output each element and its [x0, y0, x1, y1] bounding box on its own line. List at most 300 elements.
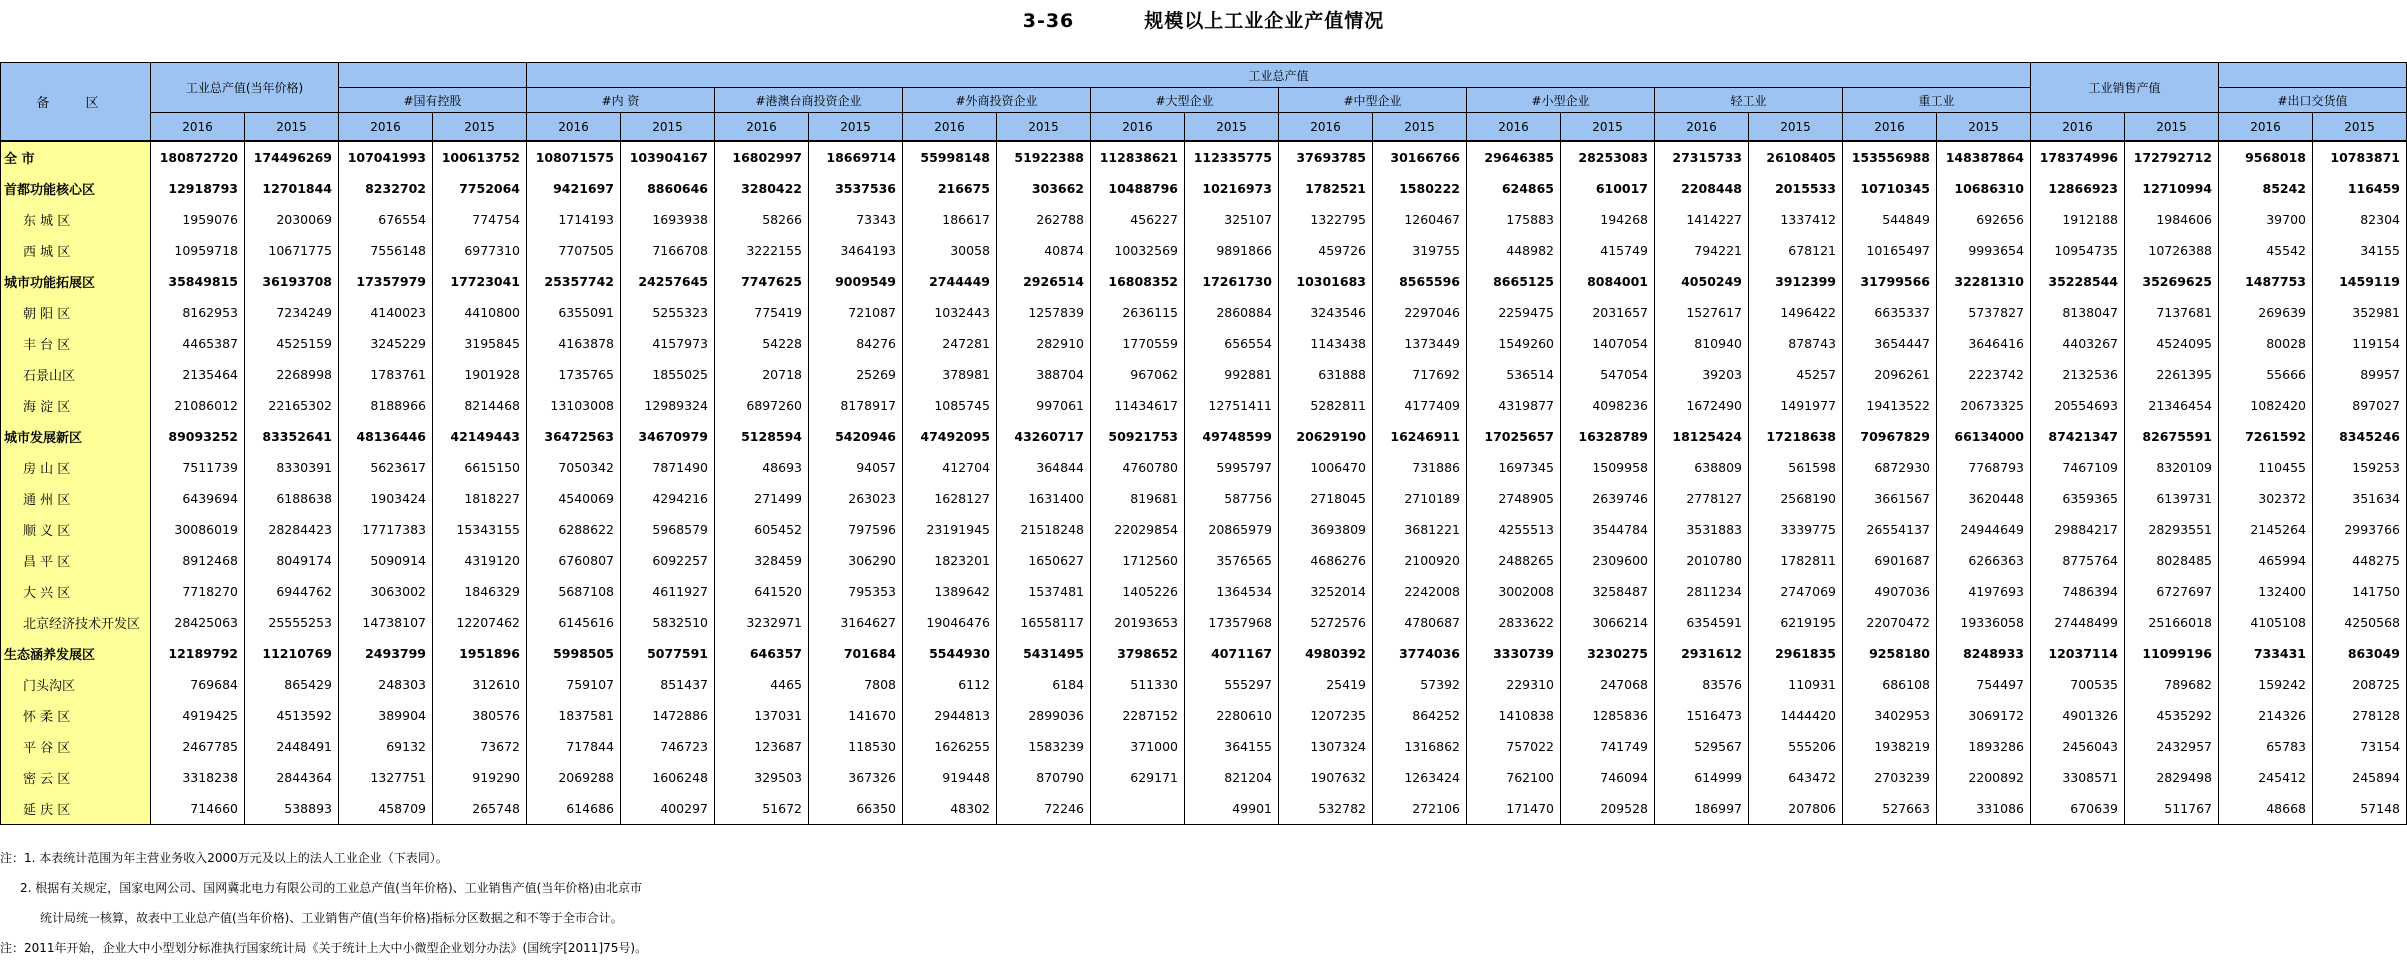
value-cell: 1846329	[433, 576, 527, 607]
value-cell: 2944813	[903, 700, 997, 731]
value-cell: 331086	[1937, 793, 2031, 825]
value-cell: 66134000	[1937, 421, 2031, 452]
value-cell: 5282811	[1279, 390, 1373, 421]
value-cell: 6359365	[2031, 483, 2125, 514]
value-cell: 1327751	[339, 762, 433, 793]
value-cell: 733431	[2219, 638, 2313, 669]
value-cell: 1714193	[527, 204, 621, 235]
value-cell: 6145616	[527, 607, 621, 638]
value-cell: 4177409	[1373, 390, 1467, 421]
value-cell: 1583239	[997, 731, 1091, 762]
value-cell: 4197693	[1937, 576, 2031, 607]
value-cell: 997061	[997, 390, 1091, 421]
value-cell: 4907036	[1843, 576, 1937, 607]
value-cell: 29884217	[2031, 514, 2125, 545]
value-cell: 789682	[2125, 669, 2219, 700]
value-cell: 3069172	[1937, 700, 2031, 731]
value-cell: 110455	[2219, 452, 2313, 483]
value-cell: 762100	[1467, 762, 1561, 793]
value-cell: 7556148	[339, 235, 433, 266]
year-header: 2015	[1749, 113, 1843, 142]
value-cell: 4524095	[2125, 328, 2219, 359]
region-name-cell: 大 兴 区	[1, 576, 151, 607]
value-cell: 1837581	[527, 700, 621, 731]
value-cell: 3774036	[1373, 638, 1467, 669]
value-cell: 555206	[1749, 731, 1843, 762]
value-cell: 532782	[1279, 793, 1373, 825]
value-cell: 2568190	[1749, 483, 1843, 514]
value-cell	[1091, 793, 1185, 825]
value-cell: 208725	[2313, 669, 2407, 700]
value-cell: 6760807	[527, 545, 621, 576]
value-cell: 544849	[1843, 204, 1937, 235]
value-cell: 4098236	[1561, 390, 1655, 421]
industrial-output-table	[0, 62, 2407, 825]
value-cell: 4780687	[1373, 607, 1467, 638]
value-cell: 2010780	[1655, 545, 1749, 576]
value-cell: 278128	[2313, 700, 2407, 731]
value-cell: 6944762	[245, 576, 339, 607]
value-cell: 229310	[1467, 669, 1561, 700]
value-cell: 80028	[2219, 328, 2313, 359]
value-cell: 2208448	[1655, 173, 1749, 204]
value-cell: 865429	[245, 669, 339, 700]
value-cell: 6288622	[527, 514, 621, 545]
value-cell: 692656	[1937, 204, 2031, 235]
value-cell: 4465	[715, 669, 809, 700]
value-cell: 5968579	[621, 514, 715, 545]
value-cell: 73154	[2313, 731, 2407, 762]
table-row	[1, 607, 2407, 638]
value-cell: 4105108	[2219, 607, 2313, 638]
value-cell: 51922388	[997, 141, 1091, 173]
value-cell: 17261730	[1185, 266, 1279, 297]
value-cell: 26108405	[1749, 141, 1843, 173]
value-cell: 2829498	[2125, 762, 2219, 793]
value-cell: 16808352	[1091, 266, 1185, 297]
value-cell: 2132536	[2031, 359, 2125, 390]
value-cell: 1373449	[1373, 328, 1467, 359]
value-cell: 4319120	[433, 545, 527, 576]
value-cell: 12189792	[151, 638, 245, 669]
value-cell: 8665125	[1467, 266, 1561, 297]
value-cell: 351634	[2313, 483, 2407, 514]
value-cell: 4071167	[1185, 638, 1279, 669]
value-cell: 6112	[903, 669, 997, 700]
value-cell: 8248933	[1937, 638, 2031, 669]
year-header: 2015	[2125, 113, 2219, 142]
value-cell: 5128594	[715, 421, 809, 452]
value-cell: 27315733	[1655, 141, 1749, 173]
value-cell: 25166018	[2125, 607, 2219, 638]
value-cell: 1285836	[1561, 700, 1655, 731]
value-cell: 245412	[2219, 762, 2313, 793]
value-cell: 8188966	[339, 390, 433, 421]
table-row	[1, 173, 2407, 204]
value-cell: 132400	[2219, 576, 2313, 607]
value-cell: 3164627	[809, 607, 903, 638]
value-cell: 759107	[527, 669, 621, 700]
value-cell: 1316862	[1373, 731, 1467, 762]
year-header: 2015	[245, 113, 339, 142]
value-cell: 1491977	[1749, 390, 1843, 421]
value-cell: 1082420	[2219, 390, 2313, 421]
value-cell: 2200892	[1937, 762, 2031, 793]
value-cell: 83352641	[245, 421, 339, 452]
value-cell: 8178917	[809, 390, 903, 421]
value-cell: 7511739	[151, 452, 245, 483]
value-cell: 364155	[1185, 731, 1279, 762]
value-cell: 1580222	[1373, 173, 1467, 204]
value-cell: 714660	[151, 793, 245, 825]
value-cell: 629171	[1091, 762, 1185, 793]
value-cell: 3222155	[715, 235, 809, 266]
value-cell: 2811234	[1655, 576, 1749, 607]
value-cell: 89093252	[151, 421, 245, 452]
value-cell: 10710345	[1843, 173, 1937, 204]
value-cell: 3280422	[715, 173, 809, 204]
table-row	[1, 731, 2407, 762]
value-cell: 3402953	[1843, 700, 1937, 731]
value-cell: 17723041	[433, 266, 527, 297]
table-row	[1, 390, 2407, 421]
value-cell: 66350	[809, 793, 903, 825]
year-header: 2016	[1467, 113, 1561, 142]
value-cell: 141670	[809, 700, 903, 731]
value-cell: 864252	[1373, 700, 1467, 731]
value-cell: 367326	[809, 762, 903, 793]
value-cell: 1783761	[339, 359, 433, 390]
value-cell: 9568018	[2219, 141, 2313, 173]
value-cell: 20554693	[2031, 390, 2125, 421]
value-cell: 527663	[1843, 793, 1937, 825]
value-cell: 8320109	[2125, 452, 2219, 483]
value-cell: 863049	[2313, 638, 2407, 669]
value-cell: 2030069	[245, 204, 339, 235]
value-cell: 39203	[1655, 359, 1749, 390]
year-header: 2015	[809, 113, 903, 142]
value-cell: 700535	[2031, 669, 2125, 700]
year-header: 2015	[1185, 113, 1279, 142]
value-cell: 555297	[1185, 669, 1279, 700]
value-cell: 614999	[1655, 762, 1749, 793]
value-cell: 775419	[715, 297, 809, 328]
value-cell: 8084001	[1561, 266, 1655, 297]
value-cell: 263023	[809, 483, 903, 514]
value-cell: 4611927	[621, 576, 715, 607]
value-cell: 42149443	[433, 421, 527, 452]
value-cell: 55998148	[903, 141, 997, 173]
value-cell: 2639746	[1561, 483, 1655, 514]
value-cell: 4140023	[339, 297, 433, 328]
value-cell: 8912468	[151, 545, 245, 576]
value-cell: 8330391	[245, 452, 339, 483]
value-cell: 7752064	[433, 173, 527, 204]
value-cell: 1405226	[1091, 576, 1185, 607]
value-cell: 207806	[1749, 793, 1843, 825]
table-row	[1, 545, 2407, 576]
value-cell: 10488796	[1091, 173, 1185, 204]
value-cell: 3252014	[1279, 576, 1373, 607]
value-cell: 20865979	[1185, 514, 1279, 545]
value-cell: 36472563	[527, 421, 621, 452]
value-cell: 4513592	[245, 700, 339, 731]
year-header: 2015	[621, 113, 715, 142]
value-cell: 17218638	[1749, 421, 1843, 452]
value-cell: 24944649	[1937, 514, 2031, 545]
value-cell: 656554	[1185, 328, 1279, 359]
value-cell: 2223742	[1937, 359, 2031, 390]
value-cell: 262788	[997, 204, 1091, 235]
table-title-text: 规模以上工业企业产值情况	[1144, 10, 1385, 32]
value-cell: 14738107	[339, 607, 433, 638]
value-cell: 3245229	[339, 328, 433, 359]
value-cell: 631888	[1279, 359, 1373, 390]
value-cell: 670639	[2031, 793, 2125, 825]
value-cell: 175883	[1467, 204, 1561, 235]
table-row	[1, 328, 2407, 359]
sales-output-header: 工业销售产值	[2031, 63, 2219, 113]
value-cell: 17357968	[1185, 607, 1279, 638]
value-cell: 25555253	[245, 607, 339, 638]
value-cell: 265748	[433, 793, 527, 825]
value-cell: 1032443	[903, 297, 997, 328]
value-cell: 1207235	[1279, 700, 1373, 731]
value-cell: 746094	[1561, 762, 1655, 793]
region-name-cell: 首都功能核心区	[1, 173, 151, 204]
value-cell: 248303	[339, 669, 433, 700]
value-cell: 118530	[809, 731, 903, 762]
value-cell: 45542	[2219, 235, 2313, 266]
value-cell: 20629190	[1279, 421, 1373, 452]
value-cell: 2096261	[1843, 359, 1937, 390]
value-cell: 2703239	[1843, 762, 1937, 793]
value-cell: 4294216	[621, 483, 715, 514]
value-cell: 919448	[903, 762, 997, 793]
year-header: 2016	[151, 113, 245, 142]
value-cell: 4050249	[1655, 266, 1749, 297]
value-cell: 4410800	[433, 297, 527, 328]
value-cell: 1322795	[1279, 204, 1373, 235]
footnote: 2. 根据有关规定，国家电网公司、国网冀北电力有限公司的工业总产值(当年价格)、工业销售产值(当年价格)由北京市	[20, 881, 642, 895]
value-cell: 18125424	[1655, 421, 1749, 452]
table-row	[1, 452, 2407, 483]
year-header: 2015	[2313, 113, 2407, 142]
value-cell: 48668	[2219, 793, 2313, 825]
value-cell: 9993654	[1937, 235, 2031, 266]
value-cell: 2899036	[997, 700, 1091, 731]
value-cell: 16328789	[1561, 421, 1655, 452]
value-cell: 85242	[2219, 173, 2313, 204]
value-cell: 794221	[1655, 235, 1749, 266]
value-cell: 6897260	[715, 390, 809, 421]
value-cell: 9009549	[809, 266, 903, 297]
value-cell: 70967829	[1843, 421, 1937, 452]
value-cell: 538893	[245, 793, 339, 825]
table-row	[1, 669, 2407, 700]
value-cell: 271499	[715, 483, 809, 514]
region-name-cell: 通 州 区	[1, 483, 151, 514]
value-cell: 4250568	[2313, 607, 2407, 638]
value-cell: 3531883	[1655, 514, 1749, 545]
value-cell: 1496422	[1749, 297, 1843, 328]
value-cell: 172792712	[2125, 141, 2219, 173]
value-cell: 2242008	[1373, 576, 1467, 607]
value-cell: 717844	[527, 731, 621, 762]
region-name-cell: 昌 平 区	[1, 545, 151, 576]
value-cell: 50921753	[1091, 421, 1185, 452]
value-cell: 4525159	[245, 328, 339, 359]
region-name-cell: 北京经济技术开发区	[1, 607, 151, 638]
value-cell: 2718045	[1279, 483, 1373, 514]
value-cell: 1823201	[903, 545, 997, 576]
value-cell: 1257839	[997, 297, 1091, 328]
value-cell: 364844	[997, 452, 1091, 483]
table-row	[1, 638, 2407, 669]
value-cell: 3066214	[1561, 607, 1655, 638]
value-cell: 7261592	[2219, 421, 2313, 452]
value-cell: 174496269	[245, 141, 339, 173]
value-cell: 22070472	[1843, 607, 1937, 638]
value-cell: 49901	[1185, 793, 1279, 825]
value-cell: 20673325	[1937, 390, 2031, 421]
value-cell: 48136446	[339, 421, 433, 452]
value-cell: 8565596	[1373, 266, 1467, 297]
value-cell: 32281310	[1937, 266, 2031, 297]
value-cell: 1444420	[1749, 700, 1843, 731]
value-cell: 754497	[1937, 669, 2031, 700]
value-cell: 769684	[151, 669, 245, 700]
value-cell: 25269	[809, 359, 903, 390]
value-cell: 45257	[1749, 359, 1843, 390]
value-cell: 8345246	[2313, 421, 2407, 452]
value-cell: 73672	[433, 731, 527, 762]
value-cell: 6092257	[621, 545, 715, 576]
value-cell: 28293551	[2125, 514, 2219, 545]
value-cell: 4319877	[1467, 390, 1561, 421]
value-cell: 448982	[1467, 235, 1561, 266]
gross-output-group-header: 工业总产值	[527, 63, 2031, 88]
value-cell: 72246	[997, 793, 1091, 825]
value-cell: 10671775	[245, 235, 339, 266]
year-header: 2015	[433, 113, 527, 142]
value-cell: 2636115	[1091, 297, 1185, 328]
value-cell: 108071575	[527, 141, 621, 173]
value-cell: 1410838	[1467, 700, 1561, 731]
value-cell: 459726	[1279, 235, 1373, 266]
year-header: 2016	[527, 113, 621, 142]
value-cell: 3537536	[809, 173, 903, 204]
gross-output-header: 工业总产值(当年价格)	[151, 63, 339, 113]
value-cell: 6184	[997, 669, 1091, 700]
value-cell: 5255323	[621, 297, 715, 328]
value-cell: 306290	[809, 545, 903, 576]
value-cell: 2135464	[151, 359, 245, 390]
table-row	[1, 359, 2407, 390]
value-cell: 28425063	[151, 607, 245, 638]
value-cell: 1516473	[1655, 700, 1749, 731]
value-cell: 24257645	[621, 266, 715, 297]
value-cell: 159253	[2313, 452, 2407, 483]
value-cell: 967062	[1091, 359, 1185, 390]
value-cell: 3661567	[1843, 483, 1937, 514]
value-cell: 10216973	[1185, 173, 1279, 204]
value-cell: 2268998	[245, 359, 339, 390]
value-cell: 19046476	[903, 607, 997, 638]
value-cell: 49748599	[1185, 421, 1279, 452]
value-cell: 676554	[339, 204, 433, 235]
value-cell: 458709	[339, 793, 433, 825]
value-cell: 2778127	[1655, 483, 1749, 514]
footnote: 注：2011年开始，企业大中小型划分标准执行国家统计局《关于统计上大中小微型企业划分办法》(国统字[2011]75号)。	[0, 941, 648, 955]
value-cell: 2488265	[1467, 545, 1561, 576]
value-cell: 1527617	[1655, 297, 1749, 328]
value-cell: 2710189	[1373, 483, 1467, 514]
value-cell: 1907632	[1279, 762, 1373, 793]
value-cell: 6635337	[1843, 297, 1937, 328]
value-cell: 6266363	[1937, 545, 2031, 576]
value-cell: 35269625	[2125, 266, 2219, 297]
region-name-cell: 朝 阳 区	[1, 297, 151, 328]
value-cell: 587756	[1185, 483, 1279, 514]
value-cell: 536514	[1467, 359, 1561, 390]
value-cell: 7050342	[527, 452, 621, 483]
value-cell: 17357979	[339, 266, 433, 297]
table-row	[1, 421, 2407, 452]
value-cell: 4540069	[527, 483, 621, 514]
value-cell: 614686	[527, 793, 621, 825]
value-cell: 73343	[809, 204, 903, 235]
value-cell: 4980392	[1279, 638, 1373, 669]
value-cell: 6355091	[527, 297, 621, 328]
value-cell: 28284423	[245, 514, 339, 545]
value-cell: 4465387	[151, 328, 245, 359]
value-cell: 18669714	[809, 141, 903, 173]
value-cell: 141750	[2313, 576, 2407, 607]
value-cell: 1307324	[1279, 731, 1373, 762]
value-cell: 870790	[997, 762, 1091, 793]
value-cell: 641520	[715, 576, 809, 607]
value-cell: 6188638	[245, 483, 339, 514]
value-cell: 3002008	[1467, 576, 1561, 607]
table-row	[1, 514, 2407, 545]
value-cell: 1697345	[1467, 452, 1561, 483]
value-cell: 2456043	[2031, 731, 2125, 762]
value-cell: 9421697	[527, 173, 621, 204]
value-cell: 1782811	[1749, 545, 1843, 576]
value-cell: 3912399	[1749, 266, 1843, 297]
value-cell: 3693809	[1279, 514, 1373, 545]
value-cell: 6901687	[1843, 545, 1937, 576]
region-name-cell: 全 市	[1, 141, 151, 173]
value-cell: 137031	[715, 700, 809, 731]
large-enterprise-header: #大型企业	[1091, 88, 1279, 113]
value-cell: 12710994	[2125, 173, 2219, 204]
value-cell: 2926514	[997, 266, 1091, 297]
value-cell: 3654447	[1843, 328, 1937, 359]
value-cell: 319755	[1373, 235, 1467, 266]
value-cell: 2931612	[1655, 638, 1749, 669]
region-name-cell: 延 庆 区	[1, 793, 151, 825]
year-header: 2016	[715, 113, 809, 142]
value-cell: 731886	[1373, 452, 1467, 483]
value-cell: 37693785	[1279, 141, 1373, 173]
value-cell: 10165497	[1843, 235, 1937, 266]
value-cell: 1818227	[433, 483, 527, 514]
value-cell: 3318238	[151, 762, 245, 793]
table-number: 3-36	[1022, 10, 1075, 32]
value-cell: 35228544	[2031, 266, 2125, 297]
